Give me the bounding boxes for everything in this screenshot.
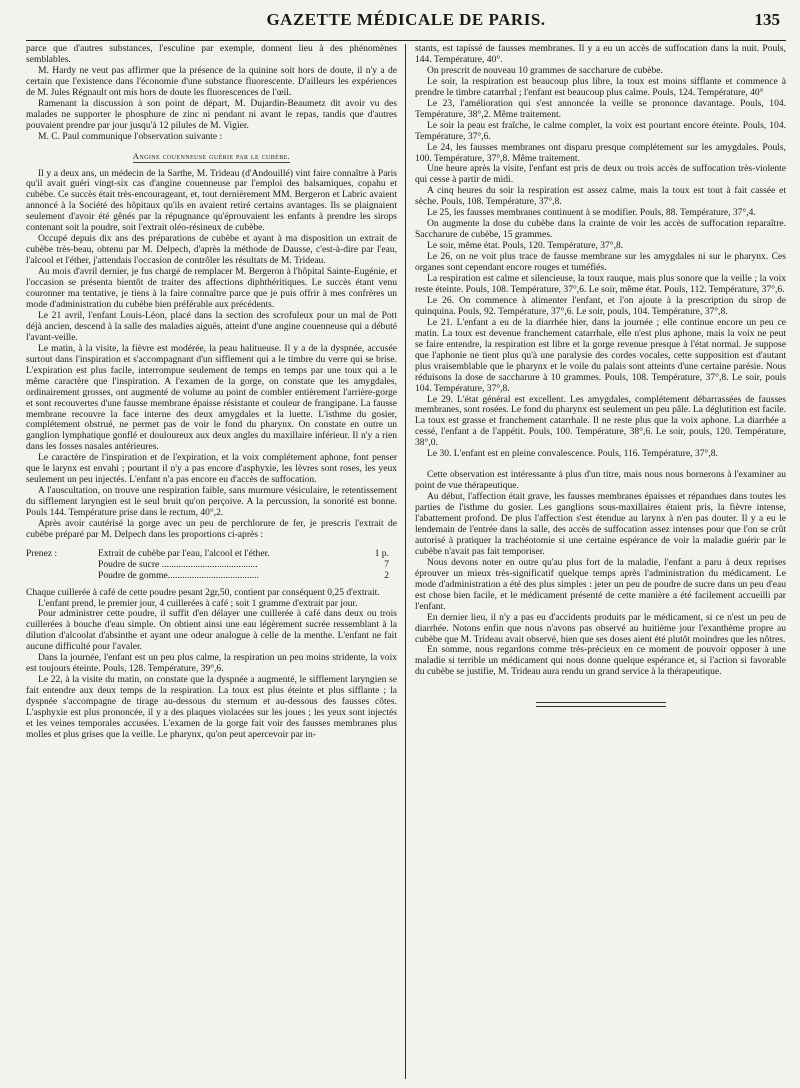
paragraph: M. C. Paul communique l'observation suivante : xyxy=(38,130,223,142)
prescription-item: Extrait de cubèbe par l'eau, l'alcool et l'éther. xyxy=(98,547,270,559)
prescription-item: Poudre de gomme...................................... xyxy=(98,570,259,582)
paragraph: En somme, nous regardons comme très-précieux en ce moment de pouvoir opposer à une maladie si terrible un médicament qui nous donne quelque espérance et, si l'action si favorable du cubèbe se justifie, M. Trideau aura rendu un grand service à la thérapeutique. xyxy=(415,644,786,678)
paragraph: Le 22, à la visite du matin, on constate que la dyspnée a augmenté, le sifflement laryngien se fait entendre aux deux temps de la respiration. La toux est plus éteinte et plus sifflante ; la dyspnée s'accompagne de tirage au-dessous du sternum et au-dessous des fausses côtes. L'asphyxie est plus prononcée, il y a des plaques violacées sur les joues ; les yeux sont injectés et les veines temporales accusées. L'examen de la gorge fait voir des fausses membranes plus molles et plus grises que la veille. Le pharynx, qu'on peut apercevoir par in- xyxy=(26,674,397,740)
paragraph: stants, est tapissé de fausses membranes. Il y a eu un accès de suffocation dans la nuit. Pouls, 144. Température, 40°. xyxy=(415,44,786,65)
paragraph: Le soir, même état. Pouls, 120. Température, 37°,8. xyxy=(427,240,624,252)
paragraph: On prescrit de nouveau 10 grammes de saccharure de cubèbe. xyxy=(427,64,663,76)
paragraph: En dernier lieu, il n'y a pas eu d'accidents produits par le médicament, si ce n'est un peu de diarrhée. Notons enfin que nous n'avons pas observé au huitième jour l'exanthème propre au cubèbe que M. Trideau avait observé, bien que ses doses aient été plutôt moindres que les nôtres. xyxy=(415,611,786,645)
paragraph: Au mois d'avril dernier, je fus chargé de remplacer M. Bergeron à l'hôpital Sainte-Eugénie, et l'occasion se présenta bientôt de traiter des affections diphthéritiques. Le succès étant venu couronner ma tentative, je tiens à la faire connaître parce que je puis offrir à mes confrères un mode d'administration du cubèbe bien préférable aux précédents. xyxy=(26,266,397,310)
paragraph: A l'auscultation, on trouve une respiration faible, sans murmure vésiculaire, le retentissement du sifflement laryngien est le seul bruit qu'on perçoive. A la percussion, la sonorité est bonne. Pouls 144. Température prise dans le rectum, 40°,2. xyxy=(26,485,397,519)
right-column xyxy=(405,44,786,1079)
paragraph: Le 29. L'état général est excellent. Les amygdales, complétement débarrassées de fausses membranes, sont rosées. Le fond du pharynx est seulement un peu pâle. La déglutition est facile. La toux est grasse et franchement catarrhale. Il ne reste plus que la voix aphone. La diarrhée a cessé, l'enfant a de l'appétit. Pouls, 100. Température, 38°,6. Le soir, pouls, 120. Température, 38°,0. xyxy=(415,393,786,449)
paragraph: Le 21 avril, l'enfant Louis-Léon, placé dans la section des scrofuleux pour un mal de Pott déjà ancien, descend à la salle des maladies aiguës, atteint d'une angine couenneuse qui a débuté l'avant-veille. xyxy=(26,309,397,343)
paragraph: A cinq heures du soir la respiration est assez calme, mais la toux est tout à fait cassée et sèche. Pouls, 108. Température, 37°,8. xyxy=(415,185,786,208)
paragraph: Le soir la peau est fraîche, le calme complet, la voix est pourtant encore éteinte. Pouls, 104. Température, 37°,6. xyxy=(415,119,786,142)
end-rule xyxy=(536,702,666,703)
paragraph: Nous devons noter en outre qu'au plus fort de la maladie, l'enfant a paru à deux reprises éprouver un mieux très-significatif quelque temps après l'administration du médicament. Le mode d'administration a été des plus simples : jeter un peu de poudre de sucre dans un peu d'eau est chose bien facile, et le médicament présenté de cette manière a été facilement accueilli par l'enfant. xyxy=(415,556,786,612)
paragraph: Le 21. L'enfant a eu de la diarrhée hier, dans la journée ; elle continue encore un peu ce matin. La toux est devenue franchement catarrhale, elle n'est plus aphone, mais la voix ne peut se faire entendre, la respiration est libre et la gorge revenue presque à l'état normal. Je suppose que l'aphonie ne tient plus qu'à une paralysie des cordes vocales, cette supposition est d'autant plus vraisemblable que le pharynx et le voile du palais sont atteints d'une certaine parésie. Nous réduisons la dose de saccharure à 10 grammes. Pouls, 108. Température, 37°,8. Le soir, pouls 104. Température, 37°,8. xyxy=(415,316,786,394)
paragraph: Dans la journée, l'enfant est un peu plus calme, la respiration un peu moins stridente, la voix est toujours éteinte. Pouls, 128. Température, 39°,6. xyxy=(26,652,397,675)
paragraph: Le 30. L'enfant est en pleine convalescence. Pouls, 116. Température, 37°,8. xyxy=(427,448,718,460)
publication-title: GAZETTE MÉDICALE DE PARIS. xyxy=(266,10,546,29)
prescription-item: Poudre de sucre ........................................ xyxy=(98,559,258,571)
paragraph: Le 26. On commence à alimenter l'enfant, et l'on ajoute à la prescription du sirop de quinquina. Pouls, 92. Température, 37°,6. Le soir, pouls, 104. Température, 37°,8. xyxy=(415,294,786,317)
paragraph: Le soir, la respiration est beaucoup plus libre, la toux est moins sifflante et commence à prendre le timbre catarrhal ; l'enfant est beaucoup plus calme. Pouls, 124. Température, 40° xyxy=(415,75,786,98)
prescription-formula xyxy=(26,548,397,582)
page-header xyxy=(26,0,786,41)
paragraph: M. Hardy ne veut pas affirmer que la présence de la quinine soit hors de doute, il n'y a de certain que l'existence dans l'économie d'une substance fluorescente. D'ailleurs les expériences de M. Jules Régnault ont mis hors de doute les fluorescences de l'œil. xyxy=(26,64,397,98)
paragraph: Le caractère de l'inspiration et de l'expiration, et la voix complétement aphone, font penser que le larynx est envahi ; pourtant il n'y a pas encore d'asphyxie, les lèvres sont roses, les yeux seulement un peu injectés. L'enfant n'a pas encore eu d'accès de suffocation. xyxy=(26,452,397,486)
paragraph: Ramenant la discussion à son point de départ, M. Dujardin-Beaumetz dit avoir vu des malades ne supporter le phosphure de zinc ni pendant ni avant le repas, tandis que d'autres pouvaient prendre par jour jusqu'à 12 pilules de M. Vigier. xyxy=(26,97,397,131)
paragraph: Après avoir cautérisé la gorge avec un peu de perchlorure de fer, je prescris l'extrait de cubèbe préparé par M. Delpech dans les proportions ci-après : xyxy=(26,518,397,540)
paragraph: Au début, l'affection était grave, les fausses membranes épaisses et répandues dans toutes les parties de l'isthme du gosier. Les ganglions sous-maxillaires étaient pris, la fièvre intense, l'abattement profond. De plus l'affection s'est étendue au larynx à n'en pas douter. Il y a eu le lendemain de l'entrée dans la salle, des accès de suffocation assez intenses pour que l'on se crût autorisé à pratiquer la trachéotomie si une certaine espérance de voir la maladie guérir par le cubèbe n'avait pas fait temporiser. xyxy=(415,491,786,557)
page-number: 135 xyxy=(754,10,780,29)
paragraph: Le 26, on ne voit plus trace de fausse membrane sur les amygdales ni sur le pharynx. Ces organes sont cependant encore rouges et tuméfiés. xyxy=(415,251,786,274)
paragraph: L'enfant prend, le premier jour, 4 cuillerées à café ; soit 1 gramme d'extrait par jour. xyxy=(38,597,358,609)
paragraph: parce que d'autres substances, l'esculine par exemple, donnent lieu à des phénomènes semblables. xyxy=(26,44,397,65)
paragraph: Pour administrer cette poudre, il suffit d'en délayer une cuillerée à café dans deux ou trois cuillerées à bouche d'eau simple. On obtient ainsi une eau légèrement sucrée ressemblant à la dilution d'alcoolat d'absinthe et ayant une odeur analogue à celle de la menthe. L'enfant ne fait aucune difficulté pour l'avaler. xyxy=(26,608,397,653)
end-rule xyxy=(536,706,666,707)
prescription-quantity: 2 xyxy=(384,570,389,582)
paragraph: Cette observation est intéressante à plus d'un titre, mais nous nous bornerons à l'examiner au point de vue thérapeutique. xyxy=(415,469,786,492)
left-column xyxy=(26,44,405,1079)
prescription-quantity: 1 p. xyxy=(374,547,389,559)
article-columns xyxy=(26,44,786,1079)
paragraph: Une heure après la visite, l'enfant est pris de deux ou trois accès de suffocation très-violente qui cesse à partir de midi. xyxy=(415,163,786,186)
paragraph: Le 23, l'amélioration qui s'est annoncée la veille se prononce davantage. Pouls, 104. Température, 38°,2. Même traitement. xyxy=(415,97,786,120)
paragraph: La respiration est calme et silencieuse, la toux rauque, mais plus sonore que la veille ; la voix reste éteinte. Pouls, 108. Température, 37°,6. Le soir, même état. Pouls, 112. Température, 37°,6. xyxy=(415,273,786,295)
section-heading xyxy=(26,151,397,162)
section-heading-text: Angine couenneuse guérie par le cubèbe. xyxy=(132,150,291,161)
prescription-quantity: 7 xyxy=(384,559,389,571)
paragraph: Le 25, les fausses membranes continuent à se modifier. Pouls, 88. Température, 37°,4. xyxy=(427,207,756,219)
paragraph: On augmente la dose du cubèbe dans la crainte de voir les accès de suffocation reparaître. Saccharure de cubèbe, 15 grammes. xyxy=(415,218,786,241)
paragraph: Il y a deux ans, un médecin de la Sarthe, M. Trideau (d'Andouillé) vint faire connaître à Paris qu'il avait guéri vingt-six cas d'angine couenneuse par l'emploi des balsamiques, copahu et cubèbe. Ce succès était très-encourageant, et, tout dernièrement MM. Bergeron et Labric avaient annoncé à la Société des hôpitaux qu'ils en avaient retiré certains avantages. Ils se plaignaient seulement d'avoir été gênés par la répugnance qu'éprouvaient les enfants à prendre les sirops contenant soit la poudre, soit l'extrait oléo-résineux de cubèbe. xyxy=(26,167,397,234)
paragraph: Chaque cuillerée à café de cette poudre pesant 2gr,50, contient par conséquent 0,25 d'extrait. xyxy=(26,586,380,598)
prescription-lead: Prenez : xyxy=(26,547,58,559)
paragraph: Le matin, à la visite, la fièvre est modérée, la peau halitueuse. Il y a de la dyspnée, accusée surtout dans l'inspiration et s'accompagnant d'un sifflement qui a le timbre du verre qui se brise. L'expiration est plus facile, interrompue seulement de temps en temps par une toux qui a le même caractère que l'inspiration. A l'examen de la gorge, on constate que les amygdales, ordinairement grosses, ont augmenté de volume au point de combler entièrement l'arrière-gorge et sont recouvertes d'une fausse membrane épaisse résistante et couleur de frangipane. La fausse membrane recouvre la face interne des deux amygdales et la luette. L'isthme du gosier, complétement obstrué, ne permet pas de voir le fond du pharynx. On constate en outre un ganglion lymphatique gonflé et douloureux aux deux angles du maxillaire inférieur. Il n'y a rien dans les fosses nasales antérieures. xyxy=(26,342,397,453)
paragraph: Occupé depuis dix ans des préparations de cubèbe et ayant à ma disposition un extrait de cubèbe très-beau, obtenu par M. Delpech, d'après la méthode de Dausse, c'est-à-dire par l'eau, l'alcool et l'éther, j'attendais l'occasion de contrôler les résultats de M. Trideau. xyxy=(26,233,397,267)
paragraph: Le 24, les fausses membranes ont disparu presque complétement sur les amygdales. Pouls, 100. Température, 37°,8. Même traitement. xyxy=(415,141,786,164)
